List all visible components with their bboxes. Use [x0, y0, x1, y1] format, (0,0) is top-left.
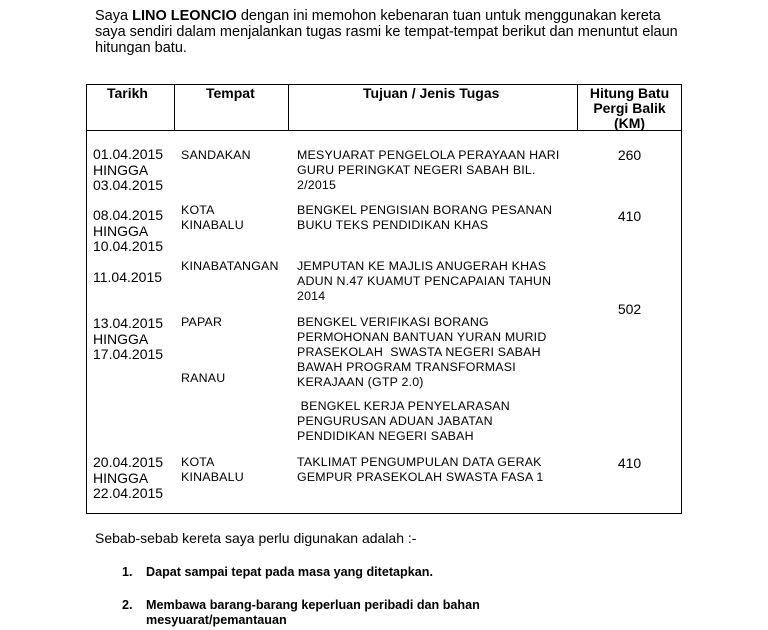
- purpose-row-3: [297, 259, 551, 304]
- applicant-name: LINO LEONCIO: [132, 8, 237, 24]
- km-value: 260: [617, 147, 642, 163]
- date-hingga: HINGGA: [93, 222, 149, 239]
- place-name: PAPAR: [181, 315, 223, 329]
- purpose-line: PRASEKOLAH SWASTA NEGERI SABAH: [297, 345, 541, 359]
- intro-line-3: hitungan batu.: [95, 40, 187, 56]
- date-row-5: [93, 455, 163, 502]
- purpose-line: PERMOHONAN BANTUAN YURAN MURID: [297, 330, 547, 344]
- purpose-line: 2/2015: [297, 178, 337, 192]
- place-name: KINABALU: [181, 218, 244, 232]
- purpose-line: PENGURUSAN ADUAN JABATAN: [297, 414, 493, 428]
- header-tarikh: Tarikh: [107, 85, 148, 101]
- purpose-row-5: [297, 399, 510, 444]
- reason-line: mesyuarat/pemantauan: [146, 613, 287, 627]
- purpose-line: BAWAH PROGRAM TRANSFORMASI: [297, 360, 516, 374]
- purpose-row-1: [297, 148, 560, 193]
- header-tujuan: Tujuan / Jenis Tugas: [363, 85, 500, 101]
- intro-prefix: Saya: [95, 8, 133, 24]
- date-start: 08.04.2015: [93, 207, 164, 223]
- header-hitung-2: Pergi Balik: [593, 100, 666, 116]
- date-hingga: HINGGA: [93, 330, 149, 347]
- place-name: KINABALU: [181, 470, 244, 484]
- column-divider-1: [174, 84, 175, 131]
- place-row-2: [181, 203, 244, 233]
- purpose-line: KERAJAAN (GTP 2.0): [297, 375, 424, 389]
- intro-line-2: saya sendiri dalam menjalankan tugas rasmi ke tempat-tempat berikut dan menuntut elaun: [95, 24, 678, 40]
- column-divider-2: [288, 84, 289, 131]
- reason-line: Dapat sampai tepat pada masa yang ditetapkan.: [146, 565, 433, 579]
- header-hitung-3: (KM): [613, 115, 646, 131]
- date-start: 20.04.2015: [93, 454, 164, 470]
- place-row-4: [181, 315, 222, 330]
- place-name: KOTA: [181, 455, 215, 469]
- purpose-row-6: [297, 455, 544, 485]
- purpose-line: ADUN N.47 KUAMUT PENCAPAIAN TAHUN: [297, 274, 552, 288]
- km-value: 410: [617, 455, 642, 471]
- purpose-line: PENDIDIKAN NEGERI SABAH: [297, 429, 474, 443]
- date-start: 13.04.2015: [93, 315, 164, 331]
- reason-line: Membawa barang-barang keperluan peribadi dan bahan: [146, 598, 480, 612]
- date-hingga: HINGGA: [93, 161, 149, 178]
- date-start: 01.04.2015: [93, 146, 164, 162]
- date-hingga: HINGGA: [93, 469, 149, 486]
- km-value: 502: [617, 301, 642, 317]
- reason-number: 2.: [122, 598, 133, 612]
- table-border-right: [681, 84, 682, 514]
- date-end: 17.04.2015: [93, 346, 164, 362]
- header-tempat: Tempat: [206, 85, 255, 101]
- date-start: 11.04.2015: [93, 269, 163, 285]
- purpose-line: BENGKEL PENGISIAN BORANG PESANAN: [297, 203, 553, 217]
- reason-item-1: [146, 565, 433, 580]
- purpose-row-2: [297, 203, 552, 233]
- purpose-line: TAKLIMAT PENGUMPULAN DATA GERAK: [297, 455, 542, 469]
- table-border-bottom: [86, 513, 682, 514]
- header-hitung-1: Hitung Batu: [589, 85, 670, 101]
- date-end: 10.04.2015: [93, 238, 164, 254]
- purpose-line: GEMPUR PRASEKOLAH SWASTA FASA 1: [297, 470, 544, 484]
- date-row-2: [93, 208, 163, 255]
- purpose-row-4: [297, 315, 546, 390]
- date-end: 03.04.2015: [93, 177, 164, 193]
- reasons-intro: Sebab-sebab kereta saya perlu digunakan adalah :-: [95, 530, 417, 546]
- place-name: SANDAKAN: [181, 148, 251, 162]
- table-border-left: [86, 84, 87, 514]
- date-row-1: [93, 147, 163, 194]
- purpose-line: JEMPUTAN KE MAJLIS ANUGERAH KHAS: [297, 259, 547, 273]
- place-row-1: [181, 148, 251, 163]
- place-name: KINABATANGAN: [181, 259, 279, 273]
- intro-line-1: [95, 8, 661, 24]
- purpose-line: MESYUARAT PENGELOLA PERAYAAN HARI: [297, 148, 560, 162]
- purpose-line: BENGKEL KERJA PENYELARASAN: [297, 399, 510, 413]
- place-name: KOTA: [181, 203, 215, 217]
- date-row-4: [93, 316, 163, 363]
- place-row-3: [181, 259, 279, 274]
- place-name: RANAU: [181, 371, 226, 385]
- purpose-line: BUKU TEKS PENDIDIKAN KHAS: [297, 218, 489, 232]
- reason-item-2: [146, 598, 480, 628]
- place-row-5: [181, 371, 225, 386]
- purpose-line: BENGKEL VERIFIKASI BORANG: [297, 315, 489, 329]
- km-value: 410: [617, 208, 642, 224]
- date-end: 22.04.2015: [93, 485, 164, 501]
- date-row-3: [93, 270, 162, 286]
- place-row-6: [181, 455, 244, 485]
- intro-rest: dengan ini memohon kebenaran tuan untuk menggunakan kereta: [236, 8, 661, 24]
- purpose-line: 2014: [297, 289, 326, 303]
- purpose-line: GURU PERINGKAT NEGERI SABAH BIL.: [297, 163, 536, 177]
- reason-number: 1.: [122, 565, 133, 579]
